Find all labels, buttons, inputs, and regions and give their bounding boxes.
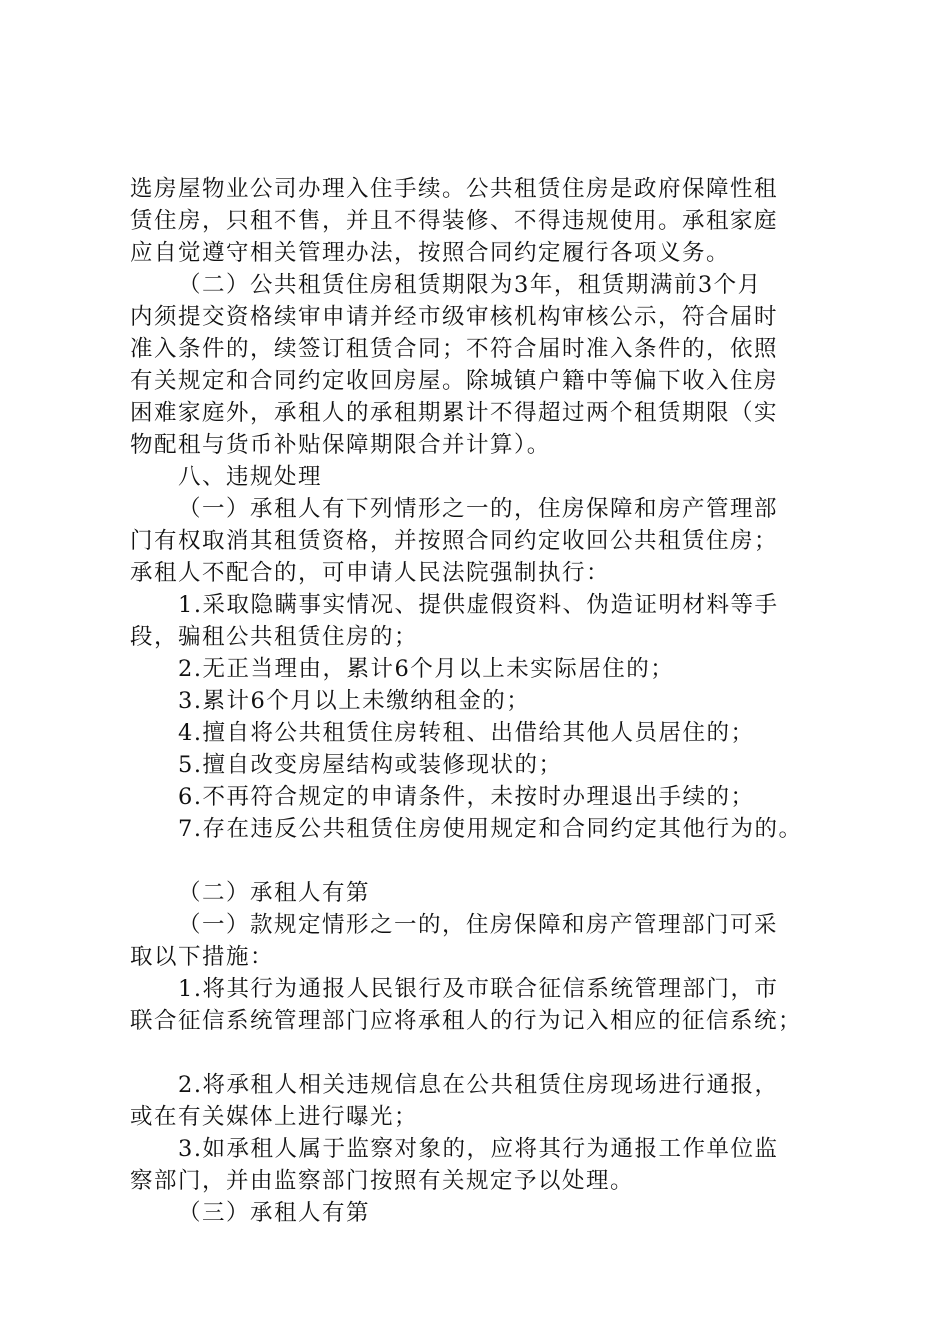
list-item: 3.累计6个月以上未缴纳租金的；: [178, 688, 531, 714]
list-item: 6.不再符合规定的申请条件，未按时办理退出手续的；: [178, 784, 755, 810]
paragraph-line: 选房屋物业公司办理入住手续。公共租赁住房是政府保障性租: [130, 176, 779, 202]
paragraph-line: 内须提交资格续审申请并经市级审核机构审核公示，符合届时: [130, 304, 779, 330]
section-heading: 八、违规处理: [178, 464, 323, 490]
list-item: 2.无正当理由，累计6个月以上未实际居住的；: [178, 656, 675, 682]
paragraph-line: 赁住房，只租不售，并且不得装修、不得违规使用。承租家庭: [130, 208, 779, 234]
paragraph-line: 有关规定和合同约定收回房屋。除城镇户籍中等偏下收入住房: [130, 368, 779, 394]
list-item: 3.如承租人属于监察对象的，应将其行为通报工作单位监: [178, 1136, 779, 1162]
list-item-continuation: 联合征信系统管理部门应将承租人的行为记入相应的征信系统；: [130, 1008, 803, 1034]
list-item-continuation: 段，骗租公共租赁住房的；: [130, 624, 419, 650]
paragraph-line: 取以下措施：: [130, 944, 275, 970]
paragraph-line: （二）承租人有第: [178, 880, 371, 906]
paragraph-line: 应自觉遵守相关管理办法，按照合同约定履行各项义务。: [130, 240, 731, 266]
list-item: 1.将其行为通报人民银行及市联合征信系统管理部门，市: [178, 976, 779, 1002]
paragraph-line: 困难家庭外，承租人的承租期累计不得超过两个租赁期限（实: [130, 400, 779, 426]
paragraph-line: 准入条件的，续签订租赁合同；不符合届时准入条件的，依照: [130, 336, 779, 362]
paragraph-line: （三）承租人有第: [178, 1200, 371, 1226]
paragraph-line: （二）公共租赁住房租赁期限为3年，租赁期满前3个月: [178, 272, 762, 298]
paragraph-line: 门有权取消其租赁资格，并按照合同约定收回公共租赁住房；: [130, 528, 779, 554]
list-item: 4.擅自将公共租赁住房转租、出借给其他人员居住的；: [178, 720, 755, 746]
list-item-continuation: 或在有关媒体上进行曝光；: [130, 1104, 419, 1130]
paragraph-line: （一）承租人有下列情形之一的，住房保障和房产管理部: [178, 496, 779, 522]
list-item-continuation: 察部门，并由监察部门按照有关规定予以处理。: [130, 1168, 635, 1194]
paragraph-line: （一）款规定情形之一的，住房保障和房产管理部门可采: [178, 912, 779, 938]
paragraph-line: 承租人不配合的，可申请人民法院强制执行：: [130, 560, 611, 586]
list-item: 1.采取隐瞒事实情况、提供虚假资料、伪造证明材料等手: [178, 592, 779, 618]
list-item: 7.存在违反公共租赁住房使用规定和合同约定其他行为的。: [178, 816, 803, 842]
list-item: 2.将承租人相关违规信息在公共租赁住房现场进行通报，: [178, 1072, 779, 1098]
list-item: 5.擅自改变房屋结构或装修现状的；: [178, 752, 563, 778]
paragraph-line: 物配租与货币补贴保障期限合并计算）。: [130, 432, 551, 458]
